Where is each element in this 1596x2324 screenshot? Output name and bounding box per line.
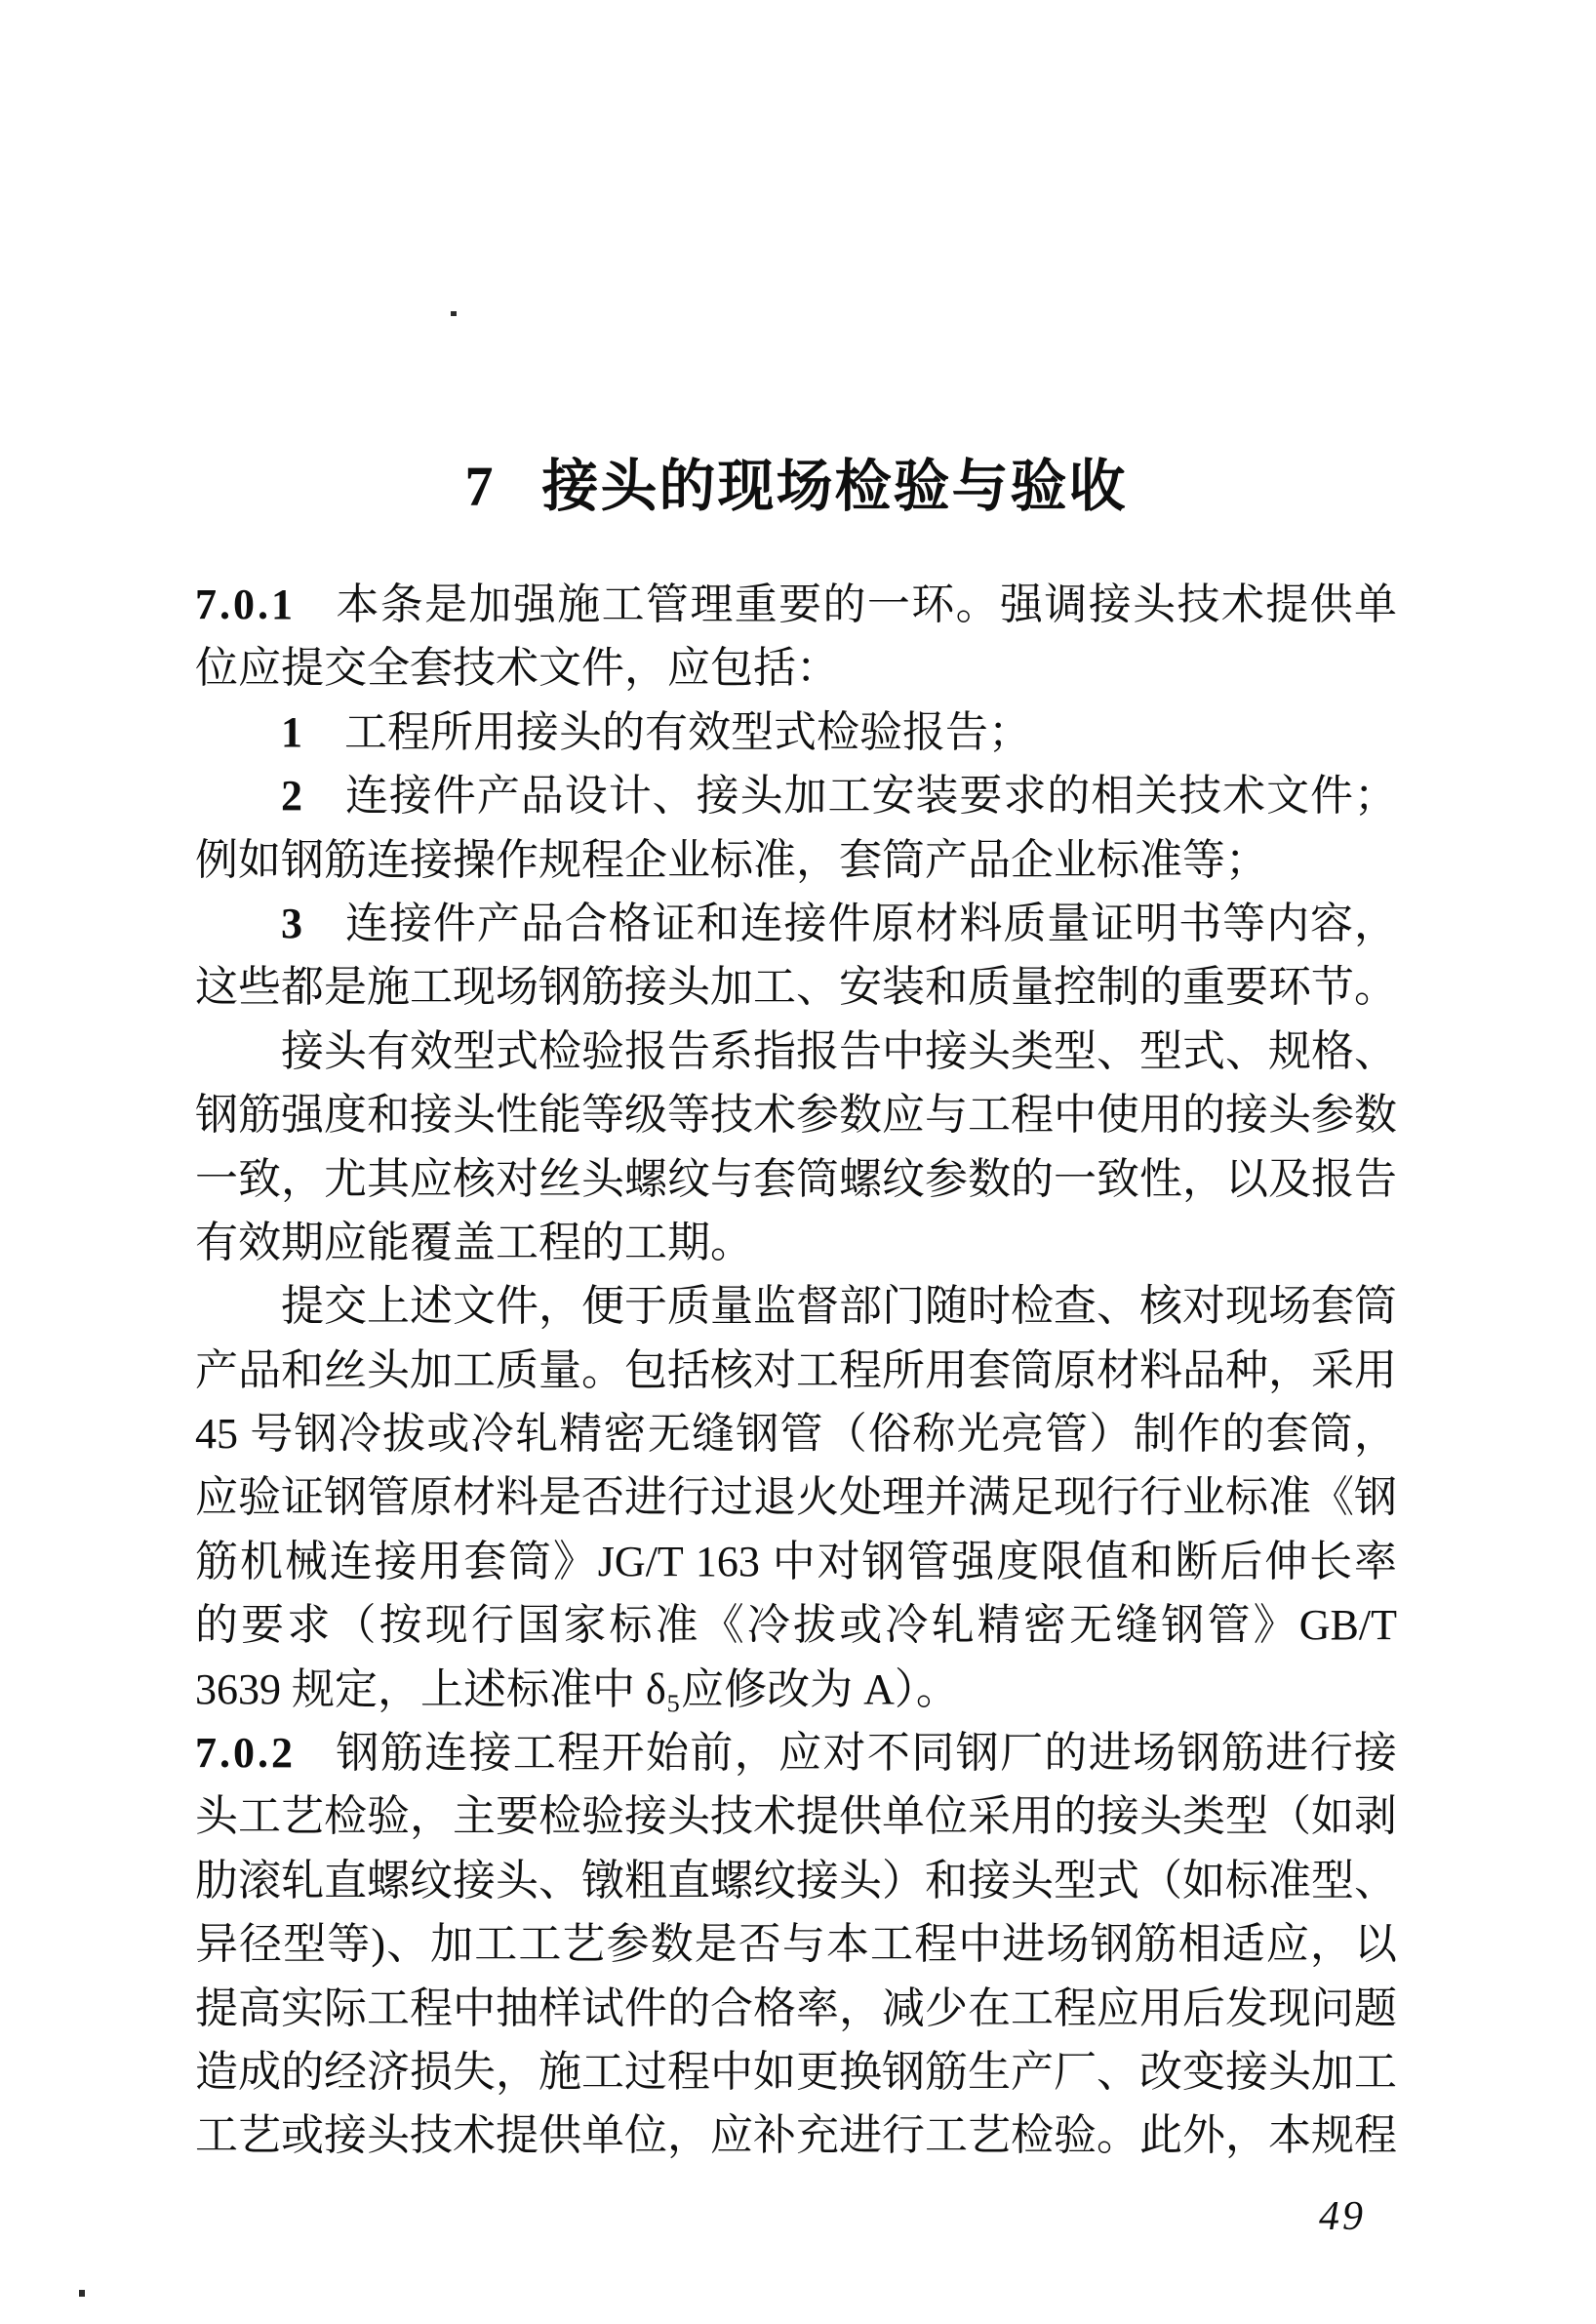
text-line [195, 1465, 1397, 1529]
text-line [195, 1593, 1397, 1657]
clause-number: 7.0.2 [195, 1729, 296, 1778]
chapter-title-text: 接头的现场检验与验收 [541, 454, 1128, 518]
line-text: 应验证钢管原材料是否进行过退火处理并满足现行行业标准《钢 [195, 1473, 1397, 1522]
line-text: 连接件产品设计、接头加工安装要求的相关技术文件； [344, 772, 1397, 821]
line-text: 异径型等)、加工工艺参数是否与本工程中进场钢筋相适应，以 [195, 1920, 1397, 1969]
text-line [195, 1147, 1397, 1211]
line-text: 钢筋强度和接头性能等级等技术参数应与工程中使用的接头参数 [195, 1091, 1397, 1140]
line-text: 提高实际工程中抽样试件的合格率，减少在工程应用后发现问题 [195, 1983, 1397, 2032]
line-text: 45 号钢冷拔或冷轧精密无缝钢管（俗称光亮管）制作的套筒， [195, 1410, 1397, 1459]
line-text: 3639 规定，上述标准中 δ₅应修改为 A）。 [195, 1664, 959, 1713]
text-line [195, 1083, 1397, 1146]
scan-speck [79, 2290, 85, 2297]
line-text: 的要求（按现行国家标准《冷拔或冷轧精密无缝钢管》GB/T [195, 1601, 1397, 1650]
line-text: 工艺或接头技术提供单位，应补充进行工艺检验。此外，本规程 [195, 2111, 1397, 2160]
text-line [195, 1402, 1397, 1465]
text-line [195, 573, 1397, 636]
line-text: 头工艺检验，主要检验接头技术提供单位采用的接头类型（如剥 [195, 1792, 1397, 1841]
line-text: 钢筋连接工程开始前，应对不同钢厂的进场钢筋进行接 [335, 1729, 1397, 1778]
text-line [195, 1211, 1397, 1274]
line-text: 肋滚轧直螺纹接头、镦粗直螺纹接头）和接头型式（如标准型、 [195, 1856, 1397, 1904]
chapter-title [195, 440, 1397, 522]
line-text: 接头有效型式检验报告系指报告中接头类型、型式、规格、 [281, 1026, 1397, 1075]
clause-number: 1 [281, 707, 305, 756]
text-line [195, 2040, 1397, 2104]
text-line [195, 1784, 1397, 1848]
line-text: 位应提交全套技术文件，应包括： [195, 644, 839, 693]
text-line [195, 2104, 1397, 2167]
text-line [195, 1530, 1397, 1593]
clause-number: 2 [281, 772, 305, 821]
text-line [195, 1339, 1397, 1402]
line-text: 一致，尤其应核对丝头螺纹与套筒螺纹参数的一致性，以及报告 [195, 1154, 1397, 1203]
text-line [195, 764, 1397, 827]
text-line [195, 1274, 1397, 1338]
text-line [195, 892, 1397, 955]
text-line [195, 1020, 1397, 1083]
text-line [195, 1658, 1397, 1721]
text-line [195, 1849, 1397, 1912]
clause-number: 7.0.1 [195, 581, 296, 628]
line-text: 提交上述文件，便于质量监督部门随时检查、核对现场套筒 [281, 1282, 1397, 1331]
text-line [195, 828, 1397, 892]
line-text: 造成的经济损失，施工过程中如更换钢筋生产厂、改变接头加工 [195, 2047, 1397, 2096]
line-text: 筋机械连接用套筒》JG/T 163 中对钢管强度限值和断后伸长率 [195, 1537, 1397, 1585]
text-line [195, 636, 1397, 700]
line-text: 连接件产品合格证和连接件原材料质量证明书等内容， [344, 899, 1397, 947]
line-text: 有效期应能覆盖工程的工期。 [195, 1218, 753, 1266]
chapter-number: 7 [464, 454, 494, 518]
body-text [195, 573, 1397, 2168]
text-line [195, 1721, 1397, 1784]
scan-speck [451, 311, 457, 316]
text-line [195, 955, 1397, 1019]
text-line [195, 1912, 1397, 1976]
line-text: 例如钢筋连接操作规程企业标准，套筒产品企业标准等； [195, 835, 1268, 884]
line-text: 产品和丝头加工质量。包括核对工程所用套筒原材料品种，采用 [195, 1345, 1397, 1394]
line-text: 本条是加强施工管理重要的一环。强调接头技术提供单 [335, 581, 1397, 628]
text-line [195, 701, 1397, 764]
line-text: 这些都是施工现场钢筋接头加工、安装和质量控制的重要环节。 [195, 963, 1397, 1012]
text-line [195, 1977, 1397, 2040]
line-text: 工程所用接头的有效型式检验报告； [344, 707, 1031, 756]
clause-number: 3 [281, 899, 305, 947]
page-number: 49 [1319, 2194, 1366, 2239]
